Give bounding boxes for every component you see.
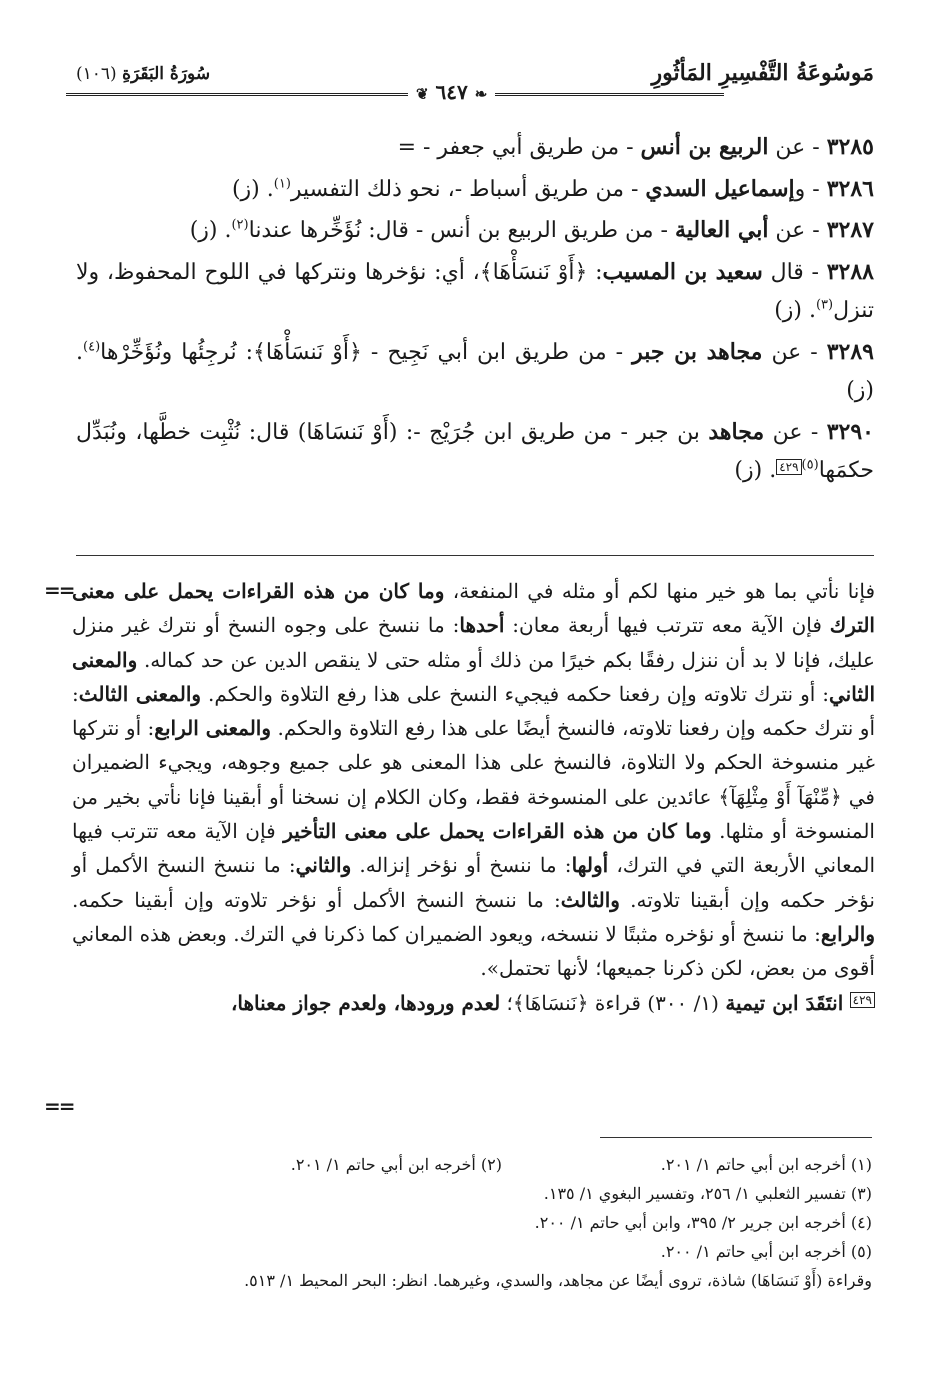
footnote-3: (٣) تفسير الثعلبي ١/ ٢٥٦، وتفسير البغوي ١/ ١٣٥. bbox=[543, 1184, 872, 1203]
page-number: ٦٤٧ bbox=[435, 80, 468, 104]
footnote-separator bbox=[600, 1137, 872, 1138]
narration-text: . (ز) bbox=[189, 218, 232, 243]
narration-text: - قال bbox=[762, 259, 819, 285]
footnote-marker: (٥) bbox=[801, 457, 819, 473]
continuation-mark-end: == bbox=[44, 1094, 74, 1118]
commentary-separator bbox=[76, 555, 874, 556]
footnote-marker: (٢) bbox=[231, 217, 249, 233]
commentary-reference-line bbox=[72, 986, 875, 1020]
narration-entry bbox=[76, 333, 874, 411]
footnote-4: (٤) أخرجه ابن جرير ٢/ ٣٩٥، وابن أبي حاتم ١/ ٢٠٠. bbox=[534, 1213, 872, 1232]
commentary-text: (١/ ٣٠٠) قراءة ﴿نَنسَاهَا﴾؛ bbox=[500, 990, 726, 1015]
narrations bbox=[76, 128, 874, 493]
narration-entry bbox=[76, 170, 874, 210]
commentary-heading: أولها bbox=[571, 853, 609, 878]
commentary-text: : ما ننسخ النسخ الأكمل أو نؤخر حكمه وإن أبقينا تلاوته. bbox=[72, 853, 875, 912]
commentary-heading: والمعنى الثاني bbox=[72, 647, 876, 706]
narrator-name: إسماعيل السدي bbox=[645, 175, 795, 202]
narration-text: . (ز) bbox=[774, 298, 816, 323]
narration-number: ٣٢٨٧ bbox=[826, 217, 874, 243]
commentary-text: فإن الآية معه تترتب فيها أربعة معان: bbox=[504, 613, 830, 638]
cross-reference-box: ٤٢٩ bbox=[850, 992, 875, 1008]
cross-reference-box: ٤٢٩ bbox=[776, 459, 801, 475]
narration-number: ٣٢٨٦ bbox=[826, 175, 874, 202]
page-number-block bbox=[408, 80, 495, 104]
footnote-marker: (٣) bbox=[815, 297, 834, 313]
commentary-heading: والمعنى الرابع bbox=[154, 716, 272, 741]
narration-text: - و bbox=[794, 176, 820, 202]
narrator-name: سعيد بن المسيب bbox=[602, 258, 763, 285]
commentary-text: : ما ننسخ على وجوه النسخ أو نترك غير منزل عليك، فإنا لا بد أن ننزل رفقًا بكم خيرًا من ذلك أو مثله حتى لا ينقص الدين عن حد كماله. bbox=[72, 613, 875, 672]
narration-number: ٣٢٨٨ bbox=[826, 258, 874, 285]
narration-text: : ﴿أَوْ نَنسَأْهَا﴾، أي: نؤخرها ونتركها في اللوح المحفوظ، ولا تنزل bbox=[76, 259, 874, 323]
ornament-icon: ❦ bbox=[416, 85, 429, 103]
commentary-block bbox=[72, 574, 875, 1020]
narrator-name: مجاهد bbox=[708, 418, 765, 445]
narration-text: بن جبر - من طريق ابن جُرَيْج -: (أَوْ نَنسَاهَا) قال: نُثْبِت خطَّها، ونُبَدِّل حكمَها bbox=[76, 419, 874, 483]
narration-text: - عن bbox=[768, 135, 820, 160]
narration-text: - من طريق أسباط -، نحو ذلك التفسير bbox=[290, 176, 646, 202]
commentary-heading: وما كان من هذه القراءات يحمل على معنى الترك bbox=[72, 579, 875, 638]
narration-text: - عن bbox=[762, 339, 818, 365]
narration-entry bbox=[76, 128, 874, 168]
commentary-text: : ما ننسخ أو نؤخره مثبتًا لا ننسخه، ويعود الضميران كما ذكرنا في الترك. وبعض هذه المعاني أقوى من بعض، لكن ذكرنا جميعها؛ لأنها تحتمل». bbox=[72, 921, 875, 981]
header-rule bbox=[66, 93, 724, 96]
commentary-text: : ما ننسخ النسخ الأكمل أو نؤخر تلاوته وإن أبقينا حكمه. bbox=[72, 887, 561, 912]
commentary-text: : أو نتركها غير منسوخة الحكم ولا التلاوة، فالنسخ على هذا المعنى هو على جميع وجوهه، ويجيء الضميران في ﴿مِّنْهَآ أَوْ مِثْلِهَآ﴾ عائدين على المنسوخة فقط، وكان الكلام إن نسخنا أو أبقينا فإنا نأتي بخير من المنسوخة أو مثلها. bbox=[72, 716, 875, 844]
page-header bbox=[66, 52, 874, 106]
narrator-name: الربيع بن أنس bbox=[640, 134, 769, 160]
narration-text: . (ز) bbox=[76, 339, 874, 403]
commentary-heading: أحدها bbox=[459, 613, 505, 638]
commentary-heading: والرابع bbox=[820, 921, 875, 946]
narration-number: ٣٢٨٩ bbox=[826, 338, 874, 365]
footnote-marker: (١) bbox=[273, 176, 291, 192]
footnote-1: (١) أخرجه ابن أبي حاتم ١/ ٢٠١. bbox=[660, 1155, 872, 1174]
commentary-heading: والمعنى الثالث bbox=[78, 681, 202, 706]
commentary-heading: انتَقَدَ ابن تيمية bbox=[725, 990, 844, 1015]
ornament-icon: ❧ bbox=[474, 85, 488, 103]
narrator-name: أبي العالية bbox=[674, 217, 769, 243]
running-head bbox=[76, 64, 210, 84]
footnote-5: (٥) أخرجه ابن أبي حاتم ١/ ٢٠٠. bbox=[660, 1242, 872, 1261]
narration-text: - عن bbox=[764, 419, 819, 445]
commentary-heading: لعدم ورودها، ولعدم جواز معناها، bbox=[230, 990, 501, 1015]
narration-text: - من طريق الربيع بن أنس - قال: نُؤَخِّرها عندنا bbox=[248, 218, 675, 243]
narration-text: - من طريق أبي جعفر - = bbox=[397, 135, 641, 160]
commentary-text: : أو نترك حكمه وإن رفعنا تلاوته، فالنسخ أيضًا على هذا رفع التلاوة والحكم. bbox=[72, 681, 876, 741]
footnote-marker: (٤) bbox=[83, 339, 101, 355]
commentary-text: فإنا نأتي بما هو خير منها لكم أو مثله في المنفعة، bbox=[444, 579, 876, 603]
narration-entry bbox=[76, 211, 874, 251]
narration-text: - من طريق ابن أبي نَجِيح - ﴿أَوْ نَنسَأْهَا﴾: نُرجِئُها ونُؤَخِّرْها bbox=[100, 339, 633, 365]
commentary-text: فإن الآية معه تترتب فيها المعاني الأربعة التي في الترك، bbox=[72, 819, 876, 878]
narration-number: ٣٢٨٥ bbox=[826, 134, 874, 160]
continuation-mark: == bbox=[44, 578, 74, 602]
surah-name: سُورَةُ البَقَرَةِ bbox=[122, 64, 211, 84]
narration-entry bbox=[76, 413, 874, 491]
commentary-paragraph bbox=[72, 574, 875, 986]
narration-text: . (ز) bbox=[734, 458, 777, 483]
commentary-text: : ما ننسخ أو نؤخر إنزاله. bbox=[351, 853, 572, 878]
commentary-heading: والثالث bbox=[560, 887, 620, 912]
narration-number: ٣٢٩٠ bbox=[826, 418, 874, 445]
narration-text: - عن bbox=[768, 218, 820, 243]
commentary-text: : أو نترك تلاوته وإن رفعنا حكمه فيجيء النسخ على هذا رفع التلاوة والحكم. bbox=[201, 681, 829, 706]
narration-text: . (ز) bbox=[231, 176, 274, 202]
commentary-heading: وما كان من هذه القراءات يحمل على معنى التأخير bbox=[283, 819, 712, 844]
book-title: مَوسُوعَةُ التَّفْسِيرِ المَأثُورِ bbox=[651, 60, 874, 86]
narrator-name: مجاهد بن جبر bbox=[632, 338, 763, 365]
footnote-2: (٢) أخرجه ابن أبي حاتم ١/ ٢٠١. bbox=[290, 1155, 502, 1174]
commentary-heading: والثاني bbox=[295, 853, 352, 878]
narration-entry bbox=[76, 253, 874, 331]
footnote-5-note: وقراءة (أَوْ نَنسَاهَا) شاذة، تروى أيضًا عن مجاهد، والسدي، وغيرهما. انظر: البحر المحيط ١/ ٥١٣. bbox=[244, 1271, 872, 1290]
ayah-reference: (١٠٦) bbox=[76, 64, 117, 84]
footnotes bbox=[90, 1150, 872, 1330]
